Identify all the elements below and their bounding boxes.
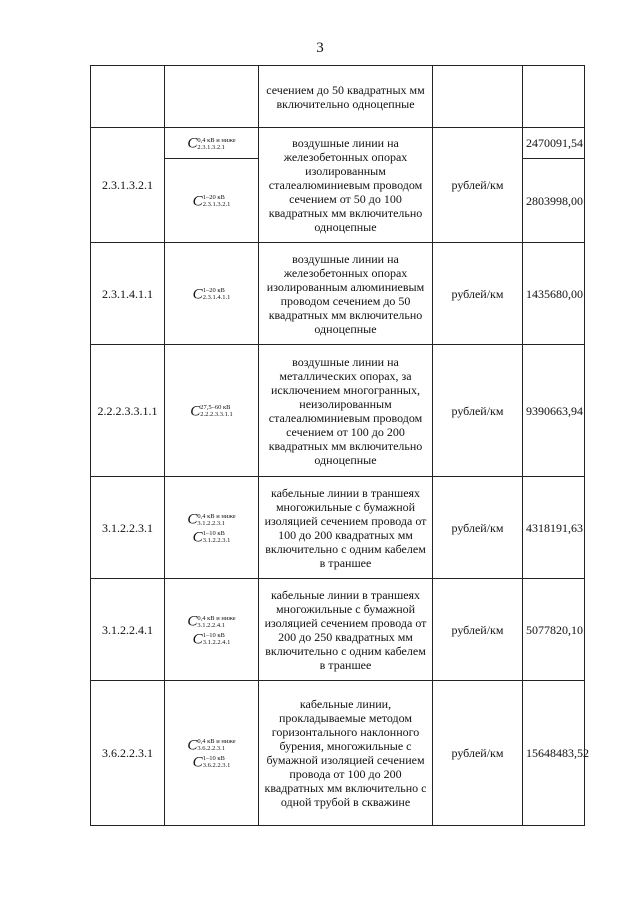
price-cell: 2470091,54 [523,128,585,159]
code-cell: 2.3.1.3.2.1 [91,128,165,243]
tariff-symbol: C 1–10 кВ 3.6.2.2.3.1 [192,754,231,771]
symbol-cell [165,243,259,345]
unit-cell: рублей/км [433,681,523,826]
tariff-symbol-letter: C [190,403,201,420]
symbol-cell [165,159,259,243]
tariff-symbol: C 1–10 кВ 3.1.2.2.3.1 [192,528,231,545]
tariff-table [90,65,589,826]
description-cell: воздушные линии на металлических опорах, за исключением многогранных, неизолированным сталеалюминиевым проводом сечением от 100 до 200 квадратных мм включительно одноцепные [259,345,433,477]
unit-cell: рублей/км [433,243,523,345]
price-cell: 1435680,00 [523,243,585,345]
code-cell: 2.2.2.3.3.1.1 [91,345,165,477]
price-cell: 2803998,00 [523,159,585,243]
table-row [91,66,585,128]
table-row [91,243,585,345]
code-cell: 3.1.2.2.4.1 [91,579,165,681]
tariff-symbol-letter: C [187,511,198,528]
price-cell: 5077820,10 [523,579,585,681]
table-row [91,579,585,681]
tariff-symbol: C 1–20 кВ 2.3.1.4.1.1 [192,286,231,303]
description-cell: кабельные линии в траншеях многожильные с бумажной изоляцией сечением провода от 100 до 200 квадратных мм включительно с одним кабелем в траншее [259,477,433,579]
page-number: 3 [316,40,324,56]
table-row [91,128,585,159]
tariff-symbol-letter: C [187,737,198,753]
tariff-symbol: C 0,4 кВ и ниже 3.1.2.2.3.1 [187,511,236,528]
unit-cell: рублей/км [433,345,523,477]
unit-cell: рублей/км [433,477,523,579]
tariff-symbol-letter: C [187,613,198,630]
symbol-cell [165,579,259,681]
table-row [91,477,585,579]
price-cell: 9390663,94 [523,345,585,477]
symbol-cell [165,128,259,159]
code-cell: 3.6.2.2.3.1 [91,681,165,826]
description-cell: кабельные линии, прокладываемые методом горизонтального наклонного бурения, многожильные с бумажной изоляцией сечением провода от 100 до 200 квадратных мм включительно с одной трубой в скважине [259,681,433,826]
table-row [91,681,585,826]
symbol-cell [165,345,259,477]
tariff-symbol: C 0,4 кВ и ниже 2.3.1.3.2.1 [187,135,236,152]
tariff-symbol: C 0,4 кВ и ниже 3.1.2.2.4.1 [187,613,236,630]
code-cell [91,66,165,128]
price-cell: 15648483,52 [523,681,585,826]
unit-cell: рублей/км [433,579,523,681]
description-cell: воздушные линии на железобетонных опорах изолированным алюминиевым проводом сечением до 50 квадратных мм включительно одноцепные [259,243,433,345]
symbol-cell [165,477,259,579]
code-cell: 2.3.1.4.1.1 [91,243,165,345]
tariff-symbol-letter: C [192,193,203,210]
price-cell [523,66,585,128]
tariff-symbol-letter: C [192,630,203,647]
tariff-symbol-letter: C [192,754,203,771]
tariff-symbol: C 27,5–60 кВ 2.2.2.3.3.1.1 [190,403,233,420]
description-cell: сечением до 50 квадратных мм включительно одноцепные [259,66,433,128]
tariff-symbol: C 1–10 кВ 3.1.2.2.4.1 [192,630,231,647]
code-cell: 3.1.2.2.3.1 [91,477,165,579]
description-cell: кабельные линии в траншеях многожильные с бумажной изоляцией сечением провода от 200 до 250 квадратных мм включительно с одним кабелем в траншее [259,579,433,681]
symbol-cell [165,66,259,128]
tariff-symbol-letter: C [187,135,198,152]
tariff-symbol-letter: C [192,286,203,303]
unit-cell: рублей/км [433,128,523,243]
table-row [91,345,585,477]
price-cell: 4318191,63 [523,477,585,579]
unit-cell [433,66,523,128]
description-cell: воздушные линии на железобетонных опорах изолированным сталеалюминиевым проводом сечением от 50 до 100 квадратных мм включительно одноцепные [259,128,433,243]
tariff-symbol: C 0,4 кВ и ниже 3.6.2.2.3.1 [187,737,236,753]
tariff-symbol: C 1–20 кВ 2.3.1.3.2.1 [192,193,231,210]
symbol-cell [165,681,259,826]
tariff-symbol-letter: C [192,528,203,545]
